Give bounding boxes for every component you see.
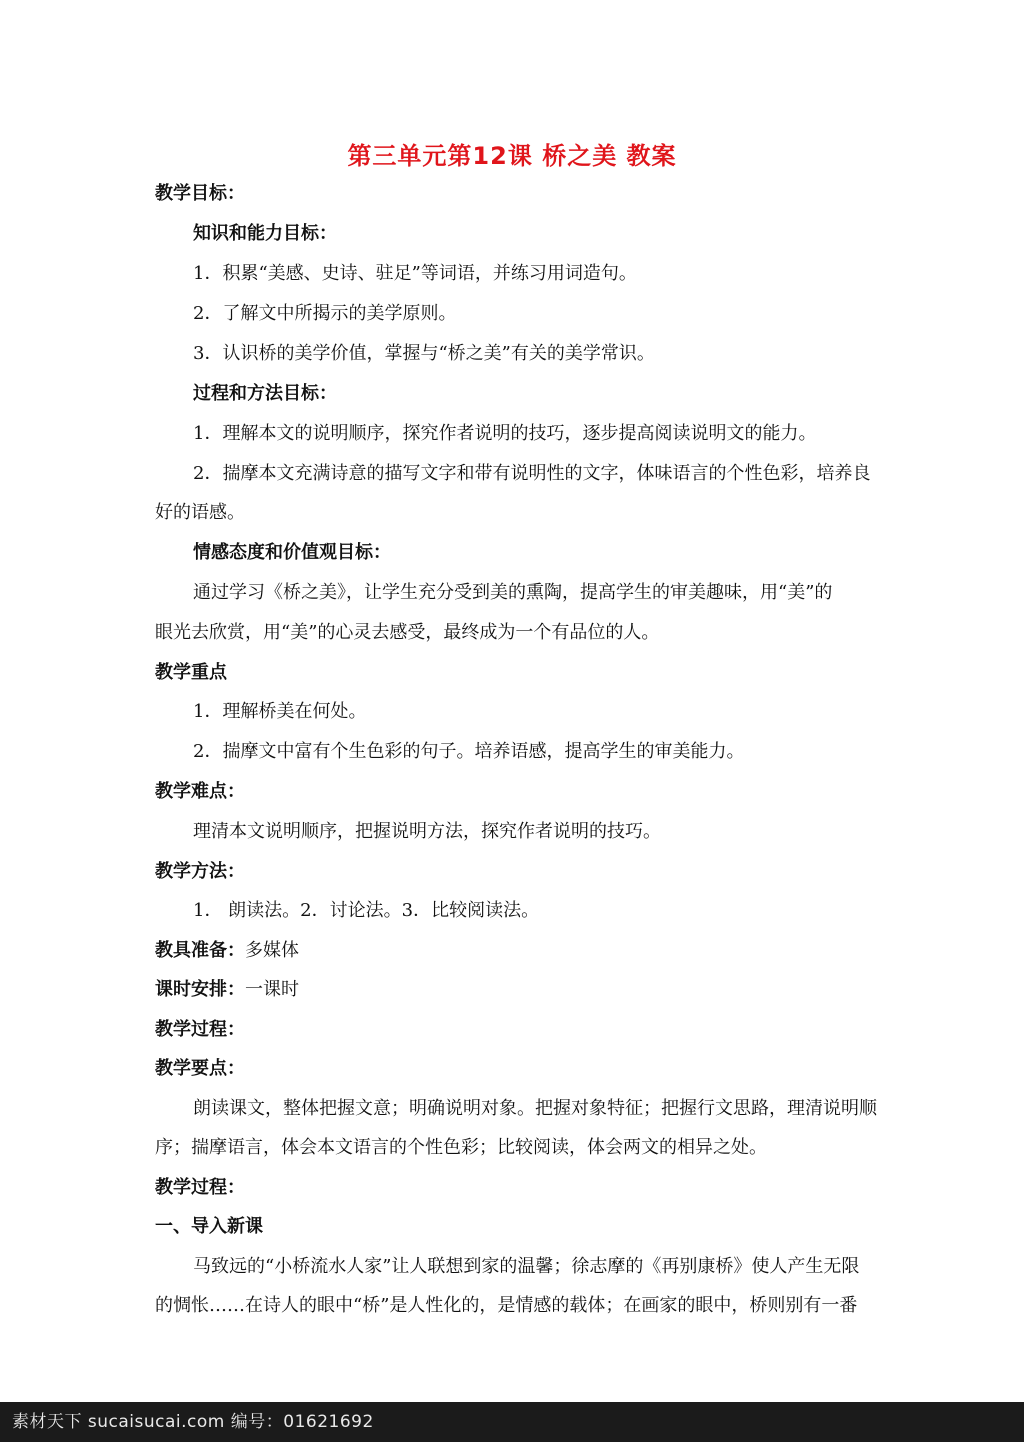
heading-process-2: 教学过程： bbox=[155, 1177, 245, 1198]
paragraph-line: 1．理解桥美在何处。 bbox=[193, 701, 367, 722]
heading-intro: 一、导入新课 bbox=[155, 1216, 263, 1237]
paragraph-line: 2．揣摩本文充满诗意的描写文字和带有说明性的文字，体味语言的个性色彩，培养良 bbox=[193, 463, 871, 484]
watermark-bar: 素材天下 sucaisucai.com 编号：01621692 bbox=[0, 1402, 1024, 1442]
heading-key-points: 教学重点 bbox=[155, 662, 227, 683]
heading-difficulties: 教学难点： bbox=[155, 781, 245, 802]
subheading-knowledge-goals: 知识和能力目标： bbox=[193, 223, 337, 244]
paragraph-line: 马致远的“小桥流水人家”让人联想到家的温馨；徐志摩的《再别康桥》使人产生无限 bbox=[193, 1256, 860, 1277]
prep-line bbox=[155, 938, 299, 964]
paragraph-line: 2．了解文中所揭示的美学原则。 bbox=[193, 303, 457, 324]
paragraph-line: 朗读课文，整体把握文意；明确说明对象。把握对象特征；把握行文思路，理清说明顺 bbox=[193, 1098, 877, 1119]
heading-process: 教学过程： bbox=[155, 1019, 245, 1040]
schedule-line bbox=[155, 977, 299, 1003]
paragraph-line: 的惆怅……在诗人的眼中“桥”是人性化的，是情感的载体；在画家的眼中，桥则别有一番 bbox=[155, 1295, 858, 1316]
heading-methods: 教学方法： bbox=[155, 861, 245, 882]
subheading-process-goals: 过程和方法目标： bbox=[193, 383, 337, 404]
prep-label: 教具准备： bbox=[155, 940, 245, 961]
paragraph-line: 序；揣摩语言，体会本文语言的个性色彩；比较阅读，体会两文的相异之处。 bbox=[155, 1137, 767, 1158]
schedule-value: 一课时 bbox=[245, 979, 299, 1000]
paragraph-line: 通过学习《桥之美》，让学生充分受到美的熏陶，提高学生的审美趣味，用“美”的 bbox=[193, 582, 833, 603]
paragraph-line: 3．认识桥的美学价值，掌握与“桥之美”有关的美学常识。 bbox=[193, 343, 655, 364]
paragraph-line: 理清本文说明顺序，把握说明方法，探究作者说明的技巧。 bbox=[193, 821, 661, 842]
paragraph-line: 1． 朗读法。2．讨论法。3．比较阅读法。 bbox=[193, 900, 540, 921]
heading-teaching-goals: 教学目标： bbox=[155, 183, 245, 204]
paragraph-line: 眼光去欣赏，用“美”的心灵去感受，最终成为一个有品位的人。 bbox=[155, 622, 660, 643]
paragraph-line: 2．揣摩文中富有个生色彩的句子。培养语感，提高学生的审美能力。 bbox=[193, 741, 745, 762]
subheading-attitude-goals: 情感态度和价值观目标： bbox=[193, 542, 391, 563]
heading-main-points: 教学要点： bbox=[155, 1058, 245, 1079]
schedule-label: 课时安排： bbox=[155, 979, 245, 1000]
paragraph-line: 1．理解本文的说明顺序，探究作者说明的技巧，逐步提高阅读说明文的能力。 bbox=[193, 423, 817, 444]
paragraph-line: 1．积累“美感、史诗、驻足”等词语，并练习用词造句。 bbox=[193, 263, 637, 284]
prep-value: 多媒体 bbox=[245, 940, 299, 961]
paragraph-line: 好的语感。 bbox=[155, 502, 245, 523]
document-title: 第三单元第12课 桥之美 教案 bbox=[347, 142, 677, 170]
